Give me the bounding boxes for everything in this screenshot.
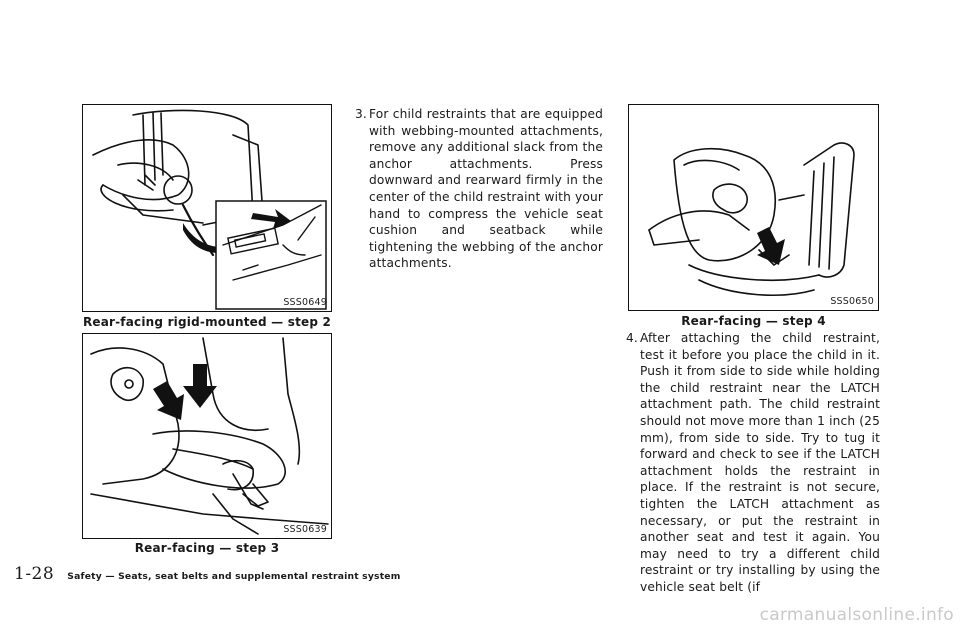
watermark[interactable]: carmanualsonline.info bbox=[759, 605, 954, 625]
child-seat-illustration bbox=[629, 105, 879, 311]
figure-code: SSS0639 bbox=[283, 524, 327, 535]
figure-caption: Rear-facing — step 3 bbox=[134, 541, 280, 555]
step-4 bbox=[626, 330, 880, 596]
page-footer bbox=[14, 564, 401, 584]
step-text: For child restraints that are equipped with webbing-mounted attachments, remove any additional slack from the anchor attachments. Press downward and rearward firmly in the center of the child restraint with your hand to compress the vehicle seat cushion and seatback while tightening the webbing of the anchor attachments. bbox=[369, 107, 603, 271]
step-3 bbox=[355, 106, 603, 272]
seat-illustration bbox=[83, 105, 332, 312]
figure-caption: Rear-facing rigid-mounted — step 2 bbox=[82, 315, 332, 329]
section-title: Safety — Seats, seat belts and supplemental restraint system bbox=[67, 571, 401, 582]
step-4-text-column bbox=[626, 330, 880, 596]
figure-code: SSS0650 bbox=[830, 296, 874, 307]
figure-code: SSS0649 bbox=[283, 297, 327, 308]
step-number: 4. bbox=[626, 331, 638, 345]
figure-rigid-mounted-step-2 bbox=[82, 104, 332, 312]
page-number: 1-28 bbox=[14, 564, 55, 584]
step-text: After attaching the child restraint, test it before you place the child in it. Push it from side to side while holding the child restraint near the LATCH attachment path. The child restraint should not move more than 1 inch (25 mm), from side to side. Try to tug it forward and check to see if the LATCH attachment holds the restraint in place. If the restraint is not secure, tighten the LATCH attachment as necessary, or put the restraint in another seat and test it again. You may need to try a different child restraint or try installing by using the vehicle seat belt (if bbox=[640, 331, 880, 594]
hand-press-illustration bbox=[83, 334, 332, 539]
figure-step-3 bbox=[82, 333, 332, 539]
figure-step-4 bbox=[628, 104, 879, 311]
step-3-text-column bbox=[355, 106, 603, 272]
step-number: 3. bbox=[355, 107, 367, 121]
figure-caption: Rear-facing — step 4 bbox=[681, 314, 826, 328]
